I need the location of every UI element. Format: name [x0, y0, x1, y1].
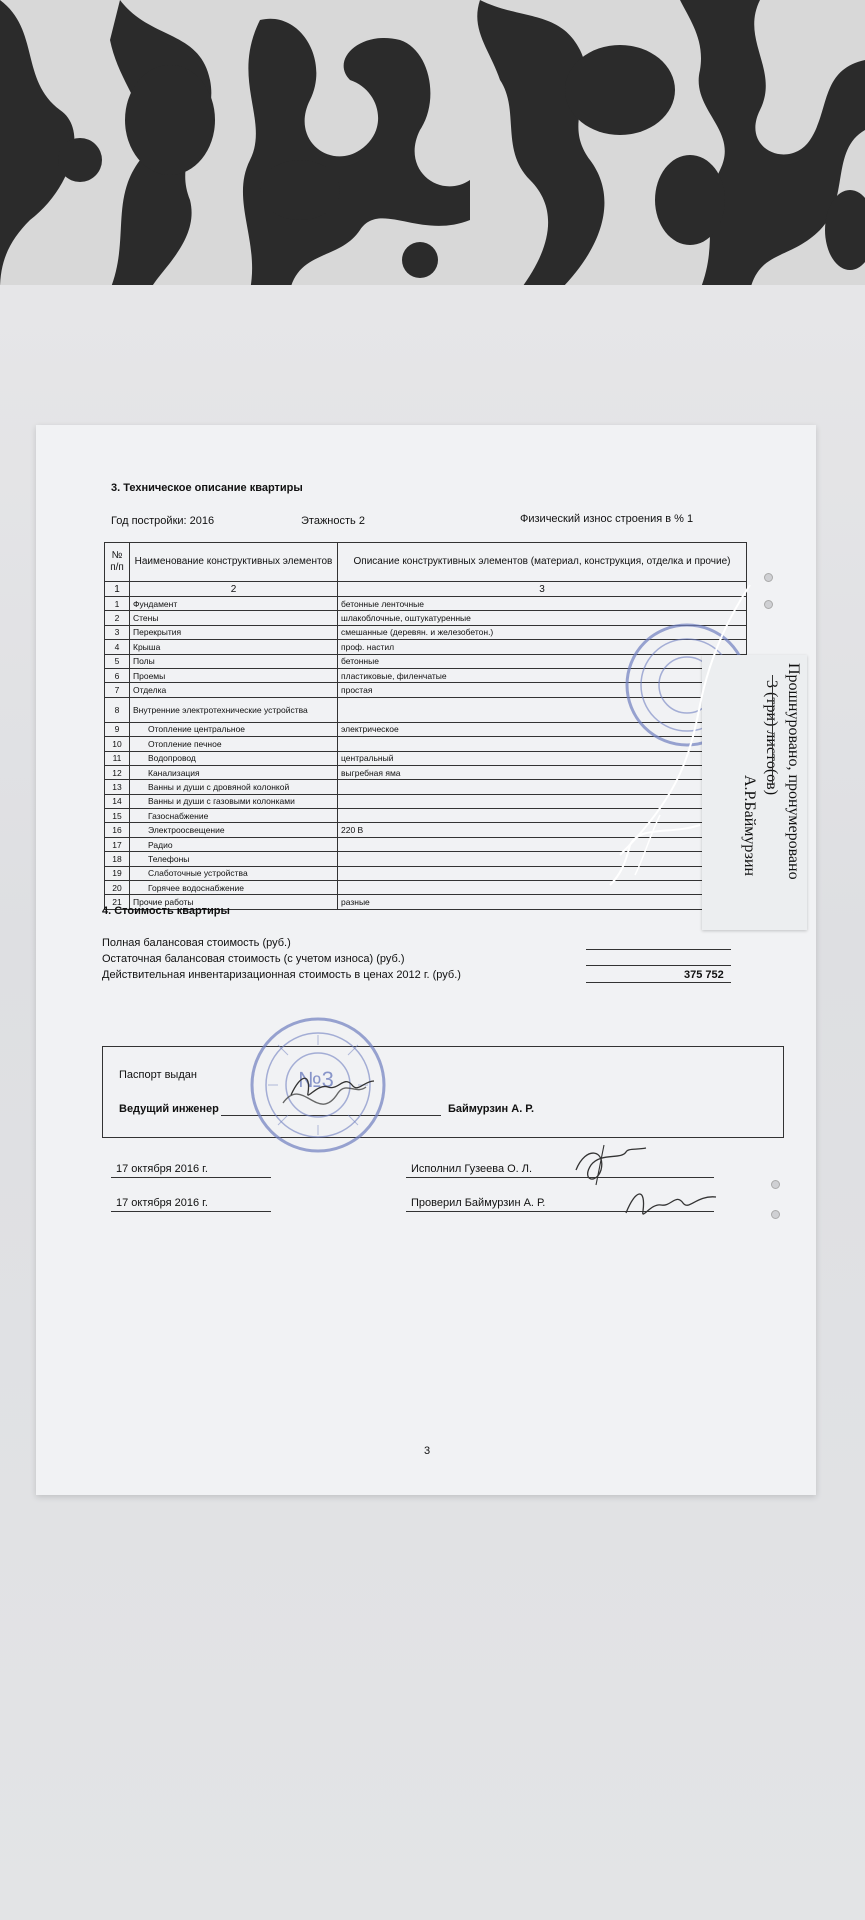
physical-wear: Физический износ строения в % 1: [520, 513, 694, 525]
table-row: 11 Водопровод центральный: [105, 751, 747, 765]
table-row: 13 Ванны и души с дровяной колонкой: [105, 780, 747, 794]
stamp-number: №3: [298, 1067, 334, 1092]
index-2: 2: [130, 582, 338, 597]
performed-by: Исполнил Гузеева О. Л.: [411, 1163, 533, 1175]
date-checked: 17 октября 2016 г.: [116, 1197, 208, 1209]
table-row: 4 Крыша проф. настил: [105, 640, 747, 654]
section4-title: 4. Стоимость квартиры: [102, 905, 230, 917]
inventory-value-line: [586, 982, 731, 983]
performed-line: [406, 1177, 714, 1178]
punch-hole: [771, 1180, 780, 1189]
date-performed: 17 октября 2016 г.: [116, 1163, 208, 1175]
table-row: 21 Прочие работы разные: [105, 895, 747, 909]
table-row: 14 Ванны и души с газовыми колонками: [105, 794, 747, 808]
engineer-label: Ведущий инженер: [119, 1103, 219, 1115]
signature-engineer-icon: [286, 1065, 376, 1105]
binding-line3: А.Р.Баймурзин: [741, 775, 758, 877]
wallpaper-pattern: [0, 0, 865, 290]
passport-box: [102, 1046, 784, 1138]
table-row: 19 Слаботочные устройства: [105, 866, 747, 880]
signature-baimurzin-icon: [621, 1183, 721, 1223]
page-number: 3: [424, 1445, 431, 1457]
index-1: 1: [105, 582, 130, 597]
table-row: 12 Канализация выгребная яма: [105, 765, 747, 779]
header-num: № п/п: [105, 543, 130, 582]
passport-issued-label: Паспорт выдан: [119, 1069, 197, 1081]
table-row: 2 Стены шлакоблочные, оштукатуренные: [105, 611, 747, 625]
damask-wallpaper: [0, 0, 865, 290]
floors-count: Этажность 2: [301, 515, 365, 527]
punch-hole: [764, 573, 773, 582]
signature-guzeeva-icon: [566, 1140, 656, 1188]
punch-hole: [764, 600, 773, 609]
table-row: 10 Отопление печное: [105, 737, 747, 751]
table-row: 7 Отделка простая: [105, 683, 747, 697]
residual-value-label: Остаточная балансовая стоимость (с учетом износа) (руб.): [102, 953, 405, 965]
binding-thread-icon: [560, 575, 760, 895]
date-checked-line: [111, 1211, 271, 1212]
checked-by: Проверил Баймурзин А. Р.: [411, 1197, 546, 1209]
table-row: 18 Телефоны: [105, 852, 747, 866]
date-performed-line: [111, 1177, 271, 1178]
table-row: 8 Внутренние электротехнические устройства: [105, 697, 747, 722]
header-desc: Описание конструктивных элементов (материал, конструкция, отделка и прочие): [338, 543, 747, 582]
table-row: 3 Перекрытия смешанные (деревян. и железобетон.): [105, 625, 747, 639]
table-row: 5 Полы бетонные: [105, 654, 747, 668]
section3-title: 3. Техническое описание квартиры: [111, 482, 303, 494]
inventory-value: 375 752: [684, 969, 724, 981]
full-value-label: Полная балансовая стоимость (руб.): [102, 937, 291, 949]
engineer-name: Баймурзин А. Р.: [448, 1103, 535, 1115]
punch-hole: [771, 1210, 780, 1219]
table-row: 15 Газоснабжение: [105, 809, 747, 823]
inventory-value-label: Действительная инвентаризационная стоимость в ценах 2012 г. (руб.): [102, 969, 461, 981]
table-row: 9 Отопление центральное электрическое: [105, 722, 747, 736]
index-3: 3: [338, 582, 747, 597]
binding-sign-line: [772, 675, 773, 785]
full-value-line: [586, 949, 731, 950]
residual-value-line: [586, 965, 731, 966]
table-row: 17 Радио: [105, 837, 747, 851]
binding-line1: Прошнуровано, пронумеровано: [785, 663, 802, 880]
year-built: Год постройки: 2016: [111, 515, 215, 527]
table-row: 16 Электроосвещение 220 В: [105, 823, 747, 837]
header-name: Наименование конструктивных элементов: [130, 543, 338, 582]
binding-line2: 3 (три) листо(ов): [763, 680, 780, 796]
table-row: 6 Проемы пластиковые, филенчатые: [105, 668, 747, 682]
table-row: 1 Фундамент бетонные ленточные: [105, 597, 747, 611]
table-row: 20 Горячее водоснабжение: [105, 881, 747, 895]
